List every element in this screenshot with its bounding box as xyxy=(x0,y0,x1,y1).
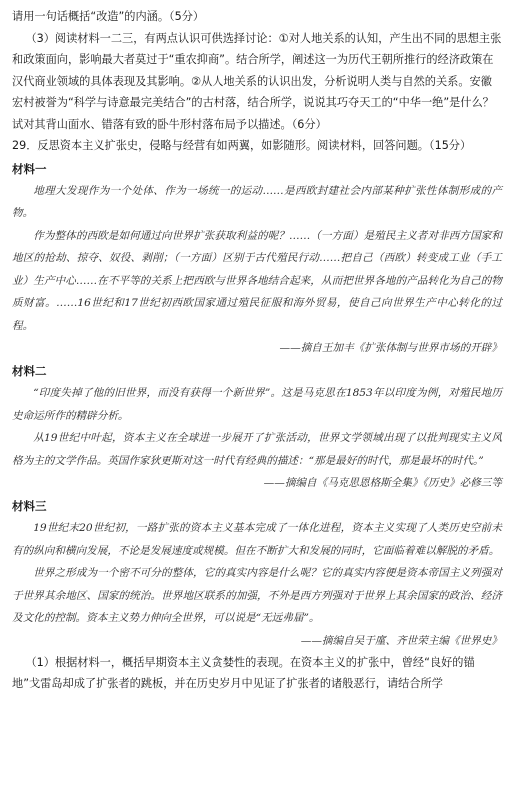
material-one xyxy=(12,159,502,360)
material-three xyxy=(12,496,502,652)
material-three-para-2: 世界之形成为一个密不可分的整体，它的真实内容是什么呢？它的真实内容便是资本帝国主义列强对于世界其余地区、国家的统治。世界地区联系的加强，不外是西方列强对于世界上其余国家的政治、经济及文化的控制。资本主义势力伸向全世界，可以说是“无远弗届”。 xyxy=(12,567,502,624)
material-three-source: ——摘编自吴于廑、齐世荣主编《世界史》 xyxy=(300,634,502,647)
material-two-para-2: 从19世纪中叶起，资本主义在全球进一步展开了扩张活动，世界文学领域出现了以批判现实主义风格为主的文学作品。英国作家狄更斯对这一时代有经典的描述：“那是最好的时代，那是最坏的时代。” xyxy=(12,432,502,467)
material-one-para-2: 作为整体的西欧是如何通过向世界扩张获取利益的呢？……（一方面）是殖民主义者对非西方国家和地区的抢劫、掠夺、奴役、剥削；（一方面）区别于古代殖民行动……把自己（西欧）转变成工业（手工业）生产中心……在不平等的关系上把西欧与世界各地结合起来，从而把世界各地的产品转化为自己的物质财富。……16世纪和17世纪初西欧国家通过殖民征服和海外贸易，使自己向世界生产中心转化的过程。 xyxy=(12,229,502,332)
material-one-source: ——摘自王加丰《扩张体制与世界市场的开辟》 xyxy=(279,342,502,354)
question-part-3: （3）阅读材料一二三，有两点认识可供选择讨论：①对人地关系的认知，产生出不同的思想主张和政策面向，影响最大者莫过于“重农抑商”。结合所学，阐述这一为历代王朝所推行的经济政策在汉代商业领域的具体表现及其影响。②从人地关系的认识出发，分析说明人类与自然的关系。安徽宏村被誉为“科学与诗意最完美结合”的古村落，结合所学，说说其巧夺天工的“中华一绝”是什么？试对其背山面水、错落有致的卧牛形村落布局予以描述。（6分） xyxy=(12,31,502,131)
material-one-title: 材料一 xyxy=(12,161,47,176)
material-two xyxy=(12,361,502,494)
question-29-part-1: （1）根据材料一，概括早期资本主义贪婪性的表现。在资本主义的扩张中，曾经“良好的锚地”戈雷岛却成了扩张者的跳板，并在历史岁月中见证了扩张者的诸般恶行，请结合所学 xyxy=(12,655,475,690)
question-line-continued: 请用一句话概括“改造”的内涵。（5分） xyxy=(12,10,205,23)
material-three-title: 材料三 xyxy=(12,499,47,513)
material-three-para-1: 19世纪末20世纪初，一路扩张的资本主义基本完成了一体化进程，资本主义实现了人类历史空前未有的纵向和横向发展，不论是发展速度或规模。但在不断扩大和发展的同时，它面临着难以解脱的矛盾。 xyxy=(12,522,502,557)
material-two-title: 材料二 xyxy=(12,364,47,378)
material-two-source: ——摘编自《马克思恩格斯全集》《历史》必修三等 xyxy=(263,477,502,489)
material-two-para-1: “印度失掉了他的旧世界，而没有获得一个新世界”。这是马克思在1853年以印度为例，对殖民地历史命运所作的精辟分析。 xyxy=(12,387,502,422)
material-one-para-1: 地理大发现作为一个处体、作为一场统一的运动……是西欧封建社会内部某种扩张性体制形成的产物。 xyxy=(12,184,502,219)
question-29-stem: 29．反思资本主义扩张史，侵略与经营有如两翼，如影随形。阅读材料，回答问题。（15分） xyxy=(12,139,472,152)
